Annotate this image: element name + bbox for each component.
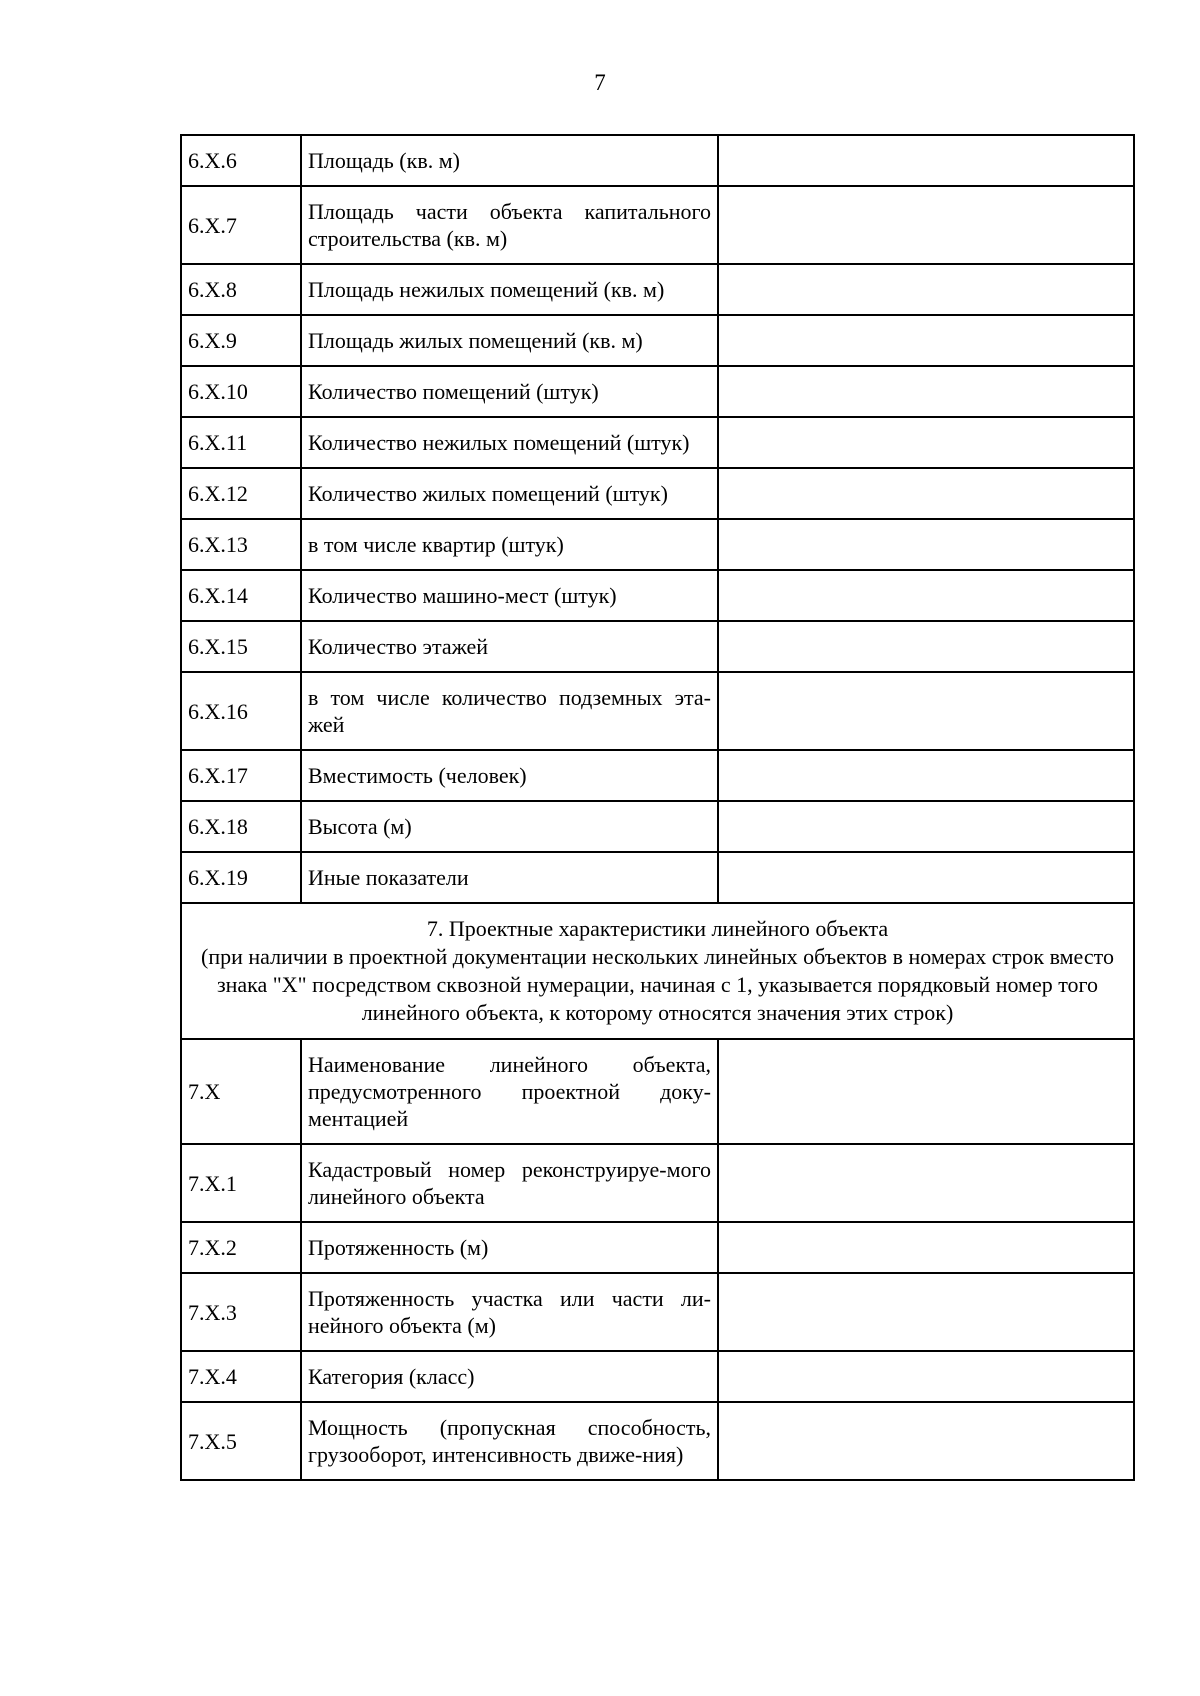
section-header-row	[181, 903, 1134, 1039]
row-value[interactable]	[718, 750, 1134, 801]
row-value[interactable]	[718, 852, 1134, 903]
row-label: Иные показатели	[301, 852, 718, 903]
row-value[interactable]	[718, 417, 1134, 468]
table-row	[181, 1273, 1134, 1351]
row-value[interactable]	[718, 186, 1134, 264]
table-row	[181, 672, 1134, 750]
row-value[interactable]	[718, 468, 1134, 519]
row-value[interactable]	[718, 1144, 1134, 1222]
row-label: Количество нежилых помещений (штук)	[301, 417, 718, 468]
table-row	[181, 264, 1134, 315]
row-code: 6.X.11	[181, 417, 301, 468]
row-code: 7.X.4	[181, 1351, 301, 1402]
row-label: Мощность (пропускная способность, грузооборот, интенсивность движе-ния)	[301, 1402, 718, 1480]
row-code: 7.X	[181, 1039, 301, 1144]
table-row	[181, 1402, 1134, 1480]
table-row	[181, 1222, 1134, 1273]
table-row	[181, 1039, 1134, 1144]
section-7-note: (при наличии в проектной документации нескольких линейных объектов в номерах строк вместо знака "X" посредством сквозной нумерации, начиная с 1, указывается порядковый номер того линейного объекта, к которому относятся значения этих строк)	[201, 944, 1114, 1025]
row-code: 7.X.2	[181, 1222, 301, 1273]
row-code: 6.X.7	[181, 186, 301, 264]
row-code: 6.X.19	[181, 852, 301, 903]
row-code: 6.X.6	[181, 135, 301, 186]
row-code: 6.X.8	[181, 264, 301, 315]
row-code: 7.X.1	[181, 1144, 301, 1222]
row-label: Протяженность (м)	[301, 1222, 718, 1273]
row-code: 6.X.14	[181, 570, 301, 621]
row-label: в том числе количество подземных эта-жей	[301, 672, 718, 750]
row-value[interactable]	[718, 672, 1134, 750]
row-code: 6.X.13	[181, 519, 301, 570]
row-label: Количество этажей	[301, 621, 718, 672]
row-label: Площадь жилых помещений (кв. м)	[301, 315, 718, 366]
row-code: 7.X.5	[181, 1402, 301, 1480]
row-value[interactable]	[718, 135, 1134, 186]
row-value[interactable]	[718, 366, 1134, 417]
table-row	[181, 315, 1134, 366]
table-row	[181, 570, 1134, 621]
row-label: Количество машино-мест (штук)	[301, 570, 718, 621]
row-label: Наименование линейного объекта, предусмотренного проектной доку-ментацией	[301, 1039, 718, 1144]
row-code: 7.X.3	[181, 1273, 301, 1351]
row-value[interactable]	[718, 1273, 1134, 1351]
table-row	[181, 186, 1134, 264]
table-row	[181, 135, 1134, 186]
row-value[interactable]	[718, 315, 1134, 366]
row-label: в том числе квартир (штук)	[301, 519, 718, 570]
characteristics-table	[180, 134, 1135, 1481]
table-row	[181, 801, 1134, 852]
row-code: 6.X.16	[181, 672, 301, 750]
row-label: Категория (класс)	[301, 1351, 718, 1402]
table-row	[181, 621, 1134, 672]
row-label: Кадастровый номер реконструируе-мого линейного объекта	[301, 1144, 718, 1222]
row-code: 6.X.18	[181, 801, 301, 852]
row-value[interactable]	[718, 621, 1134, 672]
table-row	[181, 1351, 1134, 1402]
table-row	[181, 1144, 1134, 1222]
table-row	[181, 468, 1134, 519]
row-value[interactable]	[718, 1402, 1134, 1480]
row-code: 6.X.9	[181, 315, 301, 366]
row-label: Высота (м)	[301, 801, 718, 852]
table-row	[181, 750, 1134, 801]
row-label: Площадь части объекта капитального строительства (кв. м)	[301, 186, 718, 264]
row-code: 6.X.17	[181, 750, 301, 801]
table-row	[181, 417, 1134, 468]
section-7-header	[181, 903, 1134, 1039]
row-label: Количество помещений (штук)	[301, 366, 718, 417]
row-value[interactable]	[718, 519, 1134, 570]
row-code: 6.X.10	[181, 366, 301, 417]
table-row	[181, 519, 1134, 570]
row-value[interactable]	[718, 1039, 1134, 1144]
row-value[interactable]	[718, 1222, 1134, 1273]
row-value[interactable]	[718, 801, 1134, 852]
section-7-title: 7. Проектные характеристики линейного объекта	[426, 916, 889, 941]
table-row	[181, 366, 1134, 417]
row-value[interactable]	[718, 1351, 1134, 1402]
page-number: 7	[594, 70, 606, 95]
row-value[interactable]	[718, 264, 1134, 315]
row-label: Количество жилых помещений (штук)	[301, 468, 718, 519]
row-code: 6.X.15	[181, 621, 301, 672]
row-label: Площадь (кв. м)	[301, 135, 718, 186]
row-label: Площадь нежилых помещений (кв. м)	[301, 264, 718, 315]
row-label: Протяженность участка или части ли-нейного объекта (м)	[301, 1273, 718, 1351]
row-code: 6.X.12	[181, 468, 301, 519]
row-label: Вместимость (человек)	[301, 750, 718, 801]
row-value[interactable]	[718, 570, 1134, 621]
table-row	[181, 852, 1134, 903]
